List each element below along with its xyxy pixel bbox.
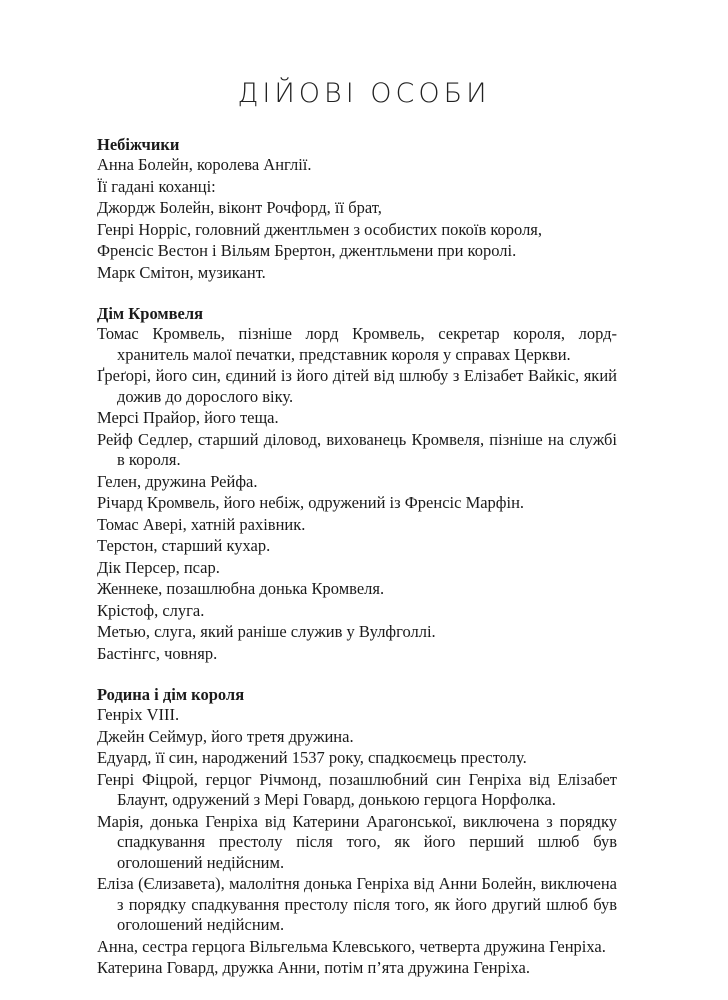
list-item: Томас Аверi, хатній рахівник. [97, 514, 306, 534]
section-heading: Небіжчики [97, 135, 180, 154]
list-item: Рейф Седлер, старший діловод, вихованець Кромвеля, пізніше на службі в короля. [97, 429, 617, 469]
list-item: Метью, слуга, який раніше служив у Вулфголлі. [97, 622, 436, 641]
list-item: Її гадані коханці: [97, 176, 216, 196]
section-deceased [97, 134, 617, 283]
list-item: Терстон, старший кухар. [97, 536, 271, 555]
list-item: Марк Смітон, музикант. [97, 262, 266, 282]
list-item: Генріх VIII. [97, 705, 180, 724]
list-item: Ґреґорі, його син, єдиний із його дітей від шлюбу з Елізабет Вайкіс, який дожив до дорослого віку. [97, 366, 617, 406]
list-item: Гелен, дружина Рейфа. [97, 471, 258, 491]
cast-list [97, 134, 617, 999]
list-item: Дік Персер, псар. [97, 557, 220, 577]
list-item: Марія, донька Генріха від Катерини Арагонської, виключена з порядку спадкування престолу після того, як його перший шлюб був оголошений недійсним. [97, 811, 617, 872]
list-item: Томас Кромвель, пізніше лорд Кромвель, секретар короля, лорд-хранитель малої печатки, представник короля у справах Церкви. [97, 324, 617, 364]
list-item: Еліза (Єлизавета), малолітня донька Генріха від Анни Болейн, виключена з порядку спадкування престолу після того, як його другий шлюб був оголошений недійсним. [97, 874, 617, 934]
list-item: Крістоф, слуга. [97, 600, 205, 620]
list-item: Джейн Сеймур, його третя дружина. [97, 726, 354, 746]
list-item: Мерсі Прайор, його теща. [97, 408, 279, 427]
list-item: Анна, сестра герцога Вільгельма Клевського, четверта дружина Генріха. [97, 936, 606, 956]
section-cromwell-house [97, 303, 617, 664]
list-item: Джордж Болейн, віконт Рочфорд, її брат, [97, 198, 382, 217]
list-item: Женнеке, позашлюбна донька Кромвеля. [97, 579, 385, 598]
list-item: Едуард, її син, народжений 1537 року, спадкоємець престолу. [97, 748, 527, 767]
section-heading: Дім Кромвеля [97, 304, 204, 323]
page-title: ДІЙОВІ ОСОБИ [237, 78, 491, 109]
list-item: Френсіс Вестон і Вільям Брертон, джентльмени при королі. [97, 241, 517, 260]
list-item: Бастінгс, човняр. [97, 643, 218, 663]
list-item: Генрі Фіцрой, герцог Річмонд, позашлюбний син Генріха від Елізабет Блаунт, одружений з Мері Говард, донькою герцога Норфолка. [97, 769, 617, 809]
list-item: Катерина Говард, дружка Анни, потім п’ята дружина Генріха. [97, 958, 530, 977]
list-item: Генрі Норріс, головний джентльмен з особистих покоїв короля, [97, 219, 543, 239]
section-king-household [97, 684, 617, 979]
section-heading: Родина і дім короля [97, 685, 245, 704]
list-item: Річард Кромвель, його небіж, одружений із Френсіс Марфін. [97, 493, 525, 512]
list-item: Анна Болейн, королева Англії. [97, 155, 312, 174]
